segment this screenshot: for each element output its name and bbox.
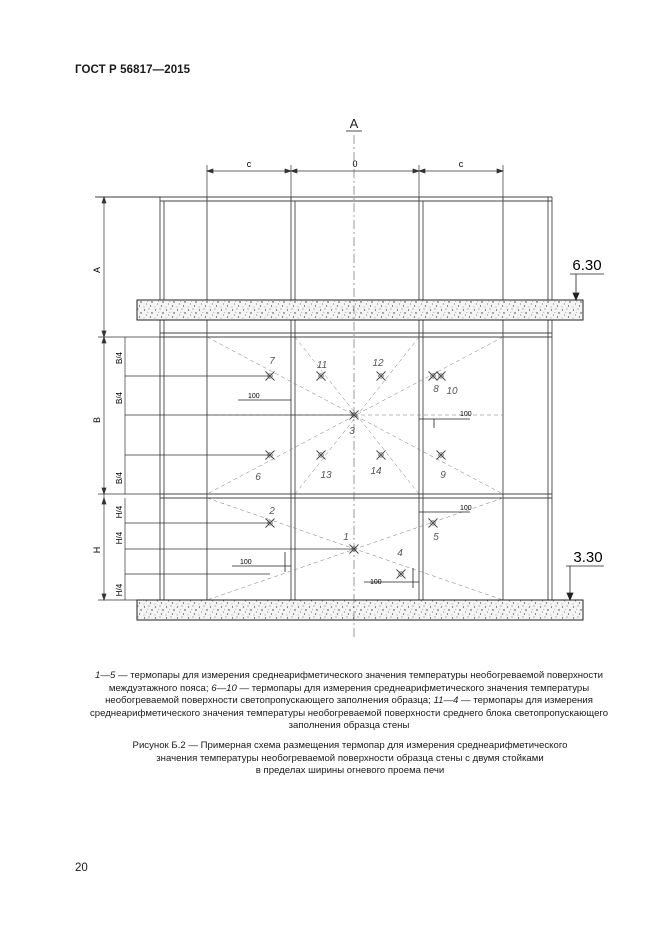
dim-center: 0: [352, 159, 358, 169]
thermocouple-label: 11: [316, 360, 328, 371]
legend-range-1-start: 1: [95, 670, 101, 681]
thermocouple-label: 14: [370, 466, 382, 477]
legend-dash-3: —: [443, 695, 454, 707]
thermocouple-7: [266, 356, 276, 381]
dim-h4-3: Н/4: [115, 583, 124, 597]
left-dimensions: [98, 197, 354, 600]
thermocouple-2: [266, 506, 276, 528]
dim-b4-2: В/4: [115, 391, 124, 405]
dim-h4-1: Н/4: [115, 505, 124, 519]
dim-b4-3: В/4: [115, 471, 124, 485]
thermocouple-cross-icon: [317, 451, 326, 460]
thermocouple-cross-icon: [377, 372, 386, 381]
thermocouple-cross-icon: [377, 451, 386, 460]
thermocouple-label: 6: [255, 472, 261, 483]
figure-caption: [100, 740, 600, 778]
dim-b4-1: В/4: [115, 351, 124, 365]
offset-label-1: 100: [248, 393, 260, 400]
thermocouple-label: 7: [269, 356, 275, 367]
legend-dash-1: —: [100, 670, 110, 681]
dim-a: А: [92, 266, 102, 274]
top-dimensions: [207, 165, 503, 200]
legend-dash-2: —: [216, 682, 227, 694]
dim-c-right: с: [458, 159, 464, 169]
thermocouple-cross-icon: [429, 372, 438, 381]
legend-text-3: — термопары для измерения среднеарифметического значения температуры необогреваемой поверхности среднего блока светопропускающего заполнения образца стены: [89, 695, 609, 732]
caption-line-1: Рисунок Б.2 — Примерная схема размещения термопар для измерения среднеарифметического: [132, 740, 568, 751]
dim-b: В: [92, 416, 102, 424]
thermocouple-label: 5: [433, 532, 439, 543]
thermocouple-label: 4: [397, 548, 403, 559]
thermocouple-11: [317, 360, 328, 381]
offset-label-2: 100: [460, 411, 472, 418]
page-number: 20: [75, 862, 88, 874]
legend-range-3-end: 4: [453, 695, 459, 707]
thermocouple-cross-icon: [437, 372, 446, 381]
thermocouple-6: [255, 451, 274, 484]
dim-c-left: с: [246, 159, 252, 169]
thermocouple-14: [370, 451, 385, 478]
view-label: A: [349, 116, 359, 131]
thermocouple-10: [437, 372, 458, 398]
thermocouple-4: [397, 548, 406, 579]
legend-range-1-end: 5: [109, 670, 116, 681]
level-lower-value: 3.30: [573, 549, 603, 566]
legend-range-2-end: 10: [226, 682, 237, 694]
thermocouple-label: 10: [446, 386, 458, 397]
thermocouple-label: 3: [349, 426, 355, 437]
thermocouple-5: [429, 519, 440, 544]
thermocouple-label: 8: [433, 384, 439, 395]
legend-text-2: — термопары для измерения среднеарифметического значения температуры необогреваемой поверхности светопропускающего заполнения образца;: [105, 682, 590, 707]
thermocouple-label: 13: [320, 470, 332, 481]
level-upper-value: 6.30: [572, 257, 602, 274]
level-mark-upper: [570, 274, 604, 300]
thermocouple-cross-icon: [397, 570, 406, 579]
thermocouple-cross-icon: [437, 451, 446, 460]
thermocouple-9: [437, 451, 447, 482]
thermocouple-label: 12: [372, 358, 384, 369]
lower-slab: [137, 600, 583, 620]
legend: [72, 670, 626, 733]
thermocouple-cross-icon: [317, 372, 326, 381]
legend-text-1: — термопары для измерения среднеарифметического значения температуры необогреваемой поверхности междуэтажного пояса;: [108, 670, 603, 694]
caption-line-3: в пределах ширины огневого проема печи: [255, 765, 445, 777]
legend-range-3-start: 11: [433, 695, 444, 707]
level-mark-lower: [566, 566, 604, 600]
thermocouple-8: [429, 372, 440, 396]
thermocouple-label: 2: [269, 506, 275, 517]
offset-label-4: 100: [240, 559, 252, 566]
thermocouple-3: [349, 411, 358, 438]
thermocouple-1: [343, 532, 358, 554]
offset-label-5: 100: [370, 579, 382, 586]
thermocouple-12: [372, 358, 385, 381]
thermocouple-13: [317, 451, 332, 482]
upper-slab: [137, 300, 583, 320]
thermocouple-label: 9: [440, 470, 446, 481]
frame-grid: [95, 197, 552, 600]
dim-h: Н: [92, 546, 102, 554]
legend-range-2-start: 6: [211, 682, 217, 694]
offset-label-3: 100: [460, 505, 472, 512]
thermocouple-label: 1: [343, 532, 349, 543]
caption-line-2: значения температуры необогреваемой поверхности образца стены с двумя стойками: [156, 752, 544, 764]
thermocouple-markers: [255, 356, 458, 579]
document-header: ГОСТ Р 56817—2015: [75, 64, 191, 76]
dim-h4-2: Н/4: [115, 531, 124, 545]
